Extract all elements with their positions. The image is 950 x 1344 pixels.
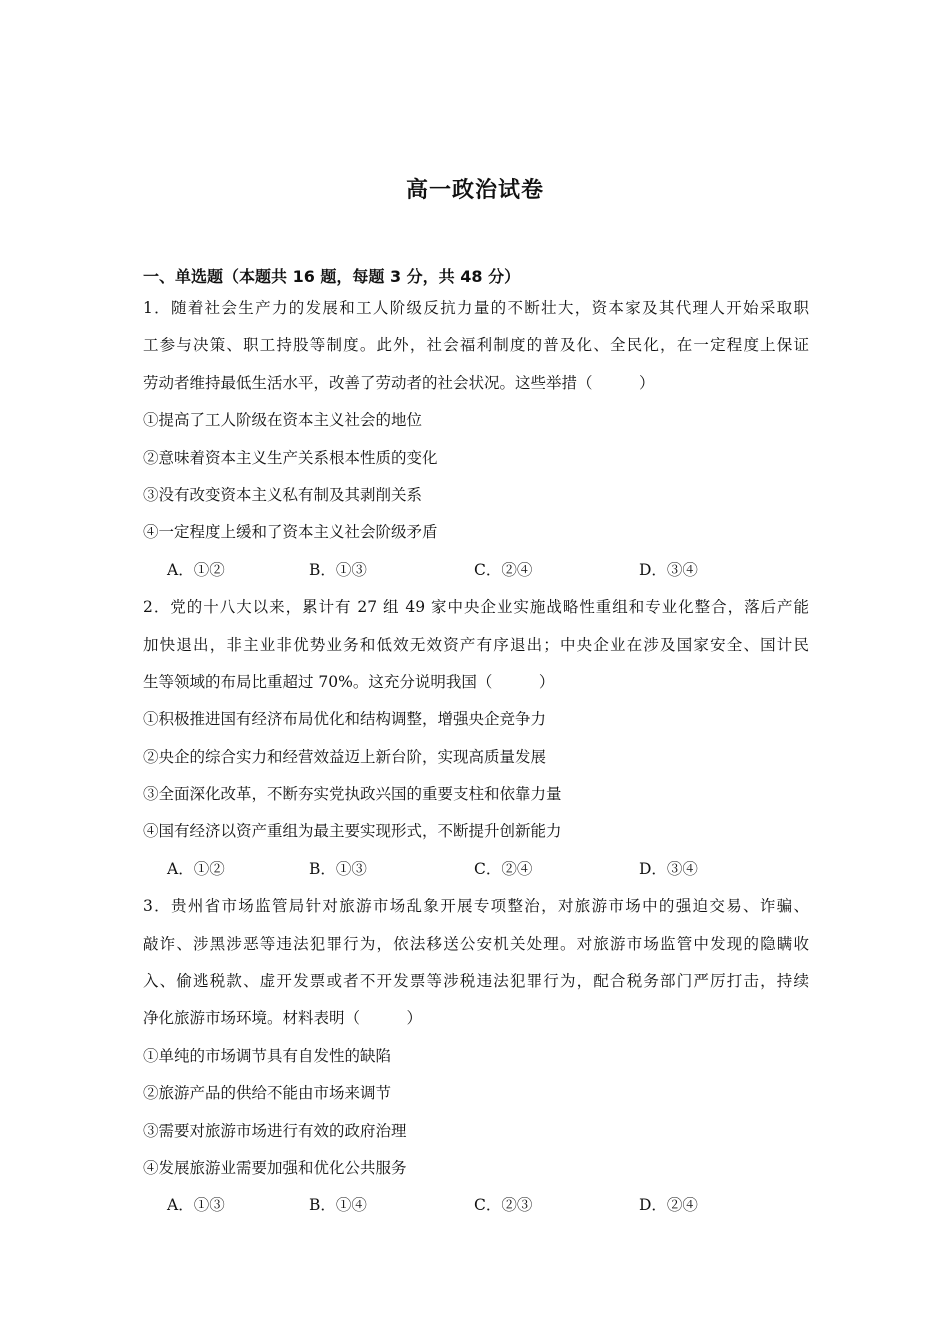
- option-c[interactable]: C．②③: [474, 1196, 533, 1215]
- statement-1: ①提高了工人阶级在资本主义社会的地位: [143, 411, 423, 430]
- question-3: [143, 888, 809, 1225]
- option-a[interactable]: A．①③: [167, 1196, 225, 1215]
- question-stem-line: 1．随着社会生产力的发展和工人阶级反抗力量的不断壮大，资本家及其代理人开始采取职: [143, 299, 809, 317]
- statement-4: ④一定程度上缓和了资本主义社会阶级矛盾: [143, 523, 438, 542]
- question-stem-line: 3．贵州省市场监管局针对旅游市场乱象开展专项整治，对旅游市场中的强迫交易、诈骗、: [143, 897, 809, 916]
- answer-options: [143, 1187, 809, 1224]
- option-b[interactable]: B．①④: [309, 1196, 367, 1215]
- question-1: [143, 290, 809, 589]
- question-2: [143, 589, 809, 888]
- statement-1: ①积极推进国有经济布局优化和结构调整，增强央企竞争力: [143, 710, 547, 729]
- statement-4: ④国有经济以资产重组为最主要实现形式，不断提升创新能力: [143, 822, 562, 841]
- option-d[interactable]: D．③④: [639, 560, 698, 579]
- answer-options: [143, 851, 809, 888]
- option-a[interactable]: A．①②: [167, 859, 225, 878]
- option-b[interactable]: B．①③: [309, 560, 367, 579]
- answer-options: [143, 552, 809, 589]
- option-b[interactable]: B．①③: [309, 859, 367, 878]
- question-stem-line: 加快退出，非主业非优势业务和低效无效资产有序退出；中央企业在涉及国家安全、国计民: [143, 635, 809, 654]
- statement-2: ②意味着资本主义生产关系根本性质的变化: [143, 448, 438, 467]
- option-c[interactable]: C．②④: [474, 560, 533, 579]
- question-stem-line: 工参与决策、职工持股等制度。此外，社会福利制度的普及化、全民化，在一定程度上保证: [143, 336, 809, 355]
- statement-3: ③需要对旅游市场进行有效的政府治理: [143, 1121, 407, 1140]
- option-d[interactable]: D．②④: [639, 1196, 698, 1215]
- section-heading: 一、单选题（本题共 16 题，每题 3 分，共 48 分）: [143, 267, 521, 286]
- question-stem-line: 劳动者维持最低生活水平，改善了劳动者的社会状况。这些举措（ ）: [143, 373, 655, 392]
- statement-3: ③没有改变资本主义私有制及其剥削关系: [143, 485, 423, 504]
- question-stem-line: 净化旅游市场环境。材料表明（ ）: [143, 1009, 423, 1028]
- question-stem-line: 生等领域的布局比重超过 70%。这充分说明我国（ ）: [143, 672, 555, 691]
- statement-2: ②旅游产品的供给不能由市场来调节: [143, 1084, 392, 1103]
- option-d[interactable]: D．③④: [639, 859, 698, 878]
- question-stem-line: 入、偷逃税款、虚开发票或者不开发票等涉税违法犯罪行为，配合税务部门严厉打击，持续: [143, 972, 809, 991]
- statement-2: ②央企的综合实力和经营效益迈上新台阶，实现高质量发展: [143, 747, 547, 766]
- question-stem-line: 敲诈、涉黑涉恶等违法犯罪行为，依法移送公安机关处理。对旅游市场监管中发现的隐瞒收: [143, 934, 809, 953]
- statement-3: ③全面深化改革，不断夯实党执政兴国的重要支柱和依靠力量: [143, 785, 562, 804]
- question-stem-line: 2．党的十八大以来，累计有 27 组 49 家中央企业实施战略性重组和专业化整合，落后产能: [143, 598, 809, 617]
- page-title: 高一政治试卷: [405, 178, 544, 203]
- statement-1: ①单纯的市场调节具有自发性的缺陷: [143, 1046, 392, 1065]
- question-list: [143, 290, 809, 1225]
- option-c[interactable]: C．②④: [474, 859, 533, 878]
- statement-4: ④发展旅游业需要加强和优化公共服务: [143, 1158, 407, 1177]
- option-a[interactable]: A．①②: [167, 560, 225, 579]
